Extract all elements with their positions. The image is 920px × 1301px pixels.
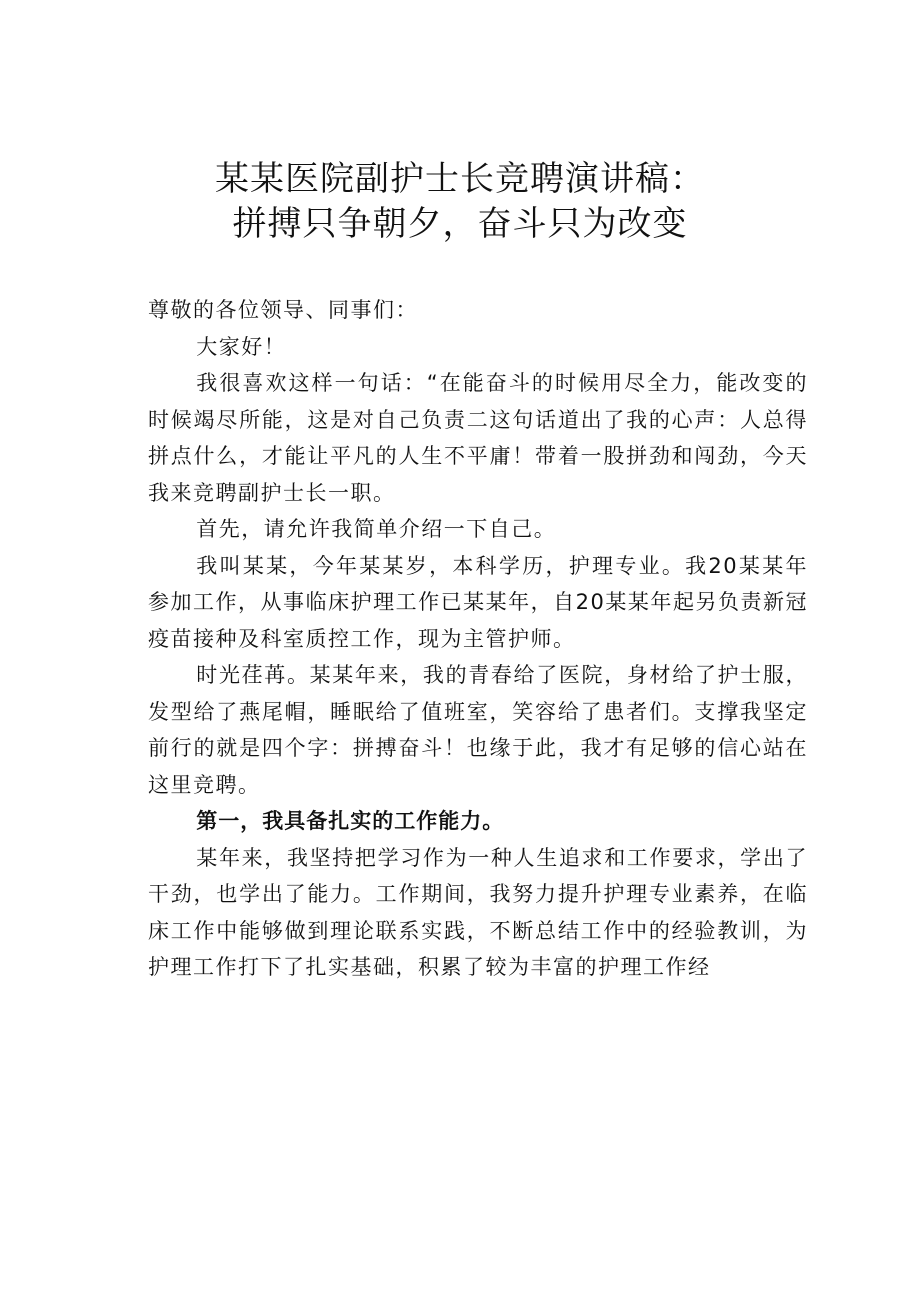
document-title-line-1: 某某医院副护士长竞聘演讲稿： (215, 159, 705, 199)
greeting: 大家好！ (196, 334, 287, 359)
document-title-line-2: 拼搏只争朝夕，奋斗只为改变 (232, 204, 688, 244)
paragraph-1: 我很喜欢这样一句话：“在能奋斗的时候用尽全力，能改变的时候竭尽所能，这是对自己负责二这句话道出了我的心声：人总得拼点什么，才能让平凡的人生不平庸！带着一股拼劲和闯劲，今天我来竞聘副护士长一职。 (148, 371, 808, 505)
document-body (148, 292, 808, 986)
paragraph-5: 某年来，我坚持把学习作为一种人生追求和工作要求，学出了干劲，也学出了能力。工作期间，我努力提升护理专业素养，在临床工作中能够做到理论联系实践，不断总结工作中的经验教训，为护理工作打下了扎实基础，积累了较为丰富的护理工作经 (148, 845, 808, 979)
section-heading-1: 第一，我具备扎实的工作能力。 (196, 809, 505, 833)
salutation: 尊敬的各位领导、同事们： (148, 298, 418, 322)
paragraph-2: 首先，请允许我简单介绍一下自己。 (196, 517, 557, 541)
paragraph-3: 我叫某某，今年某某岁，本科学历，护理专业。我20某某年参加工作，从事临床护理工作已某某年，自20某某年起另负责新冠疫苗接种及科室质控工作，现为主管护师。 (148, 553, 808, 651)
paragraph-4: 时光荏苒。某某年来，我的青春给了医院，身材给了护士服，发型给了燕尾帽，睡眠给了值班室，笑容给了患者们。支撑我坚定前行的就是四个字：拼搏奋斗！也缘于此，我才有足够的信心站在这里竞聘。 (148, 663, 808, 797)
